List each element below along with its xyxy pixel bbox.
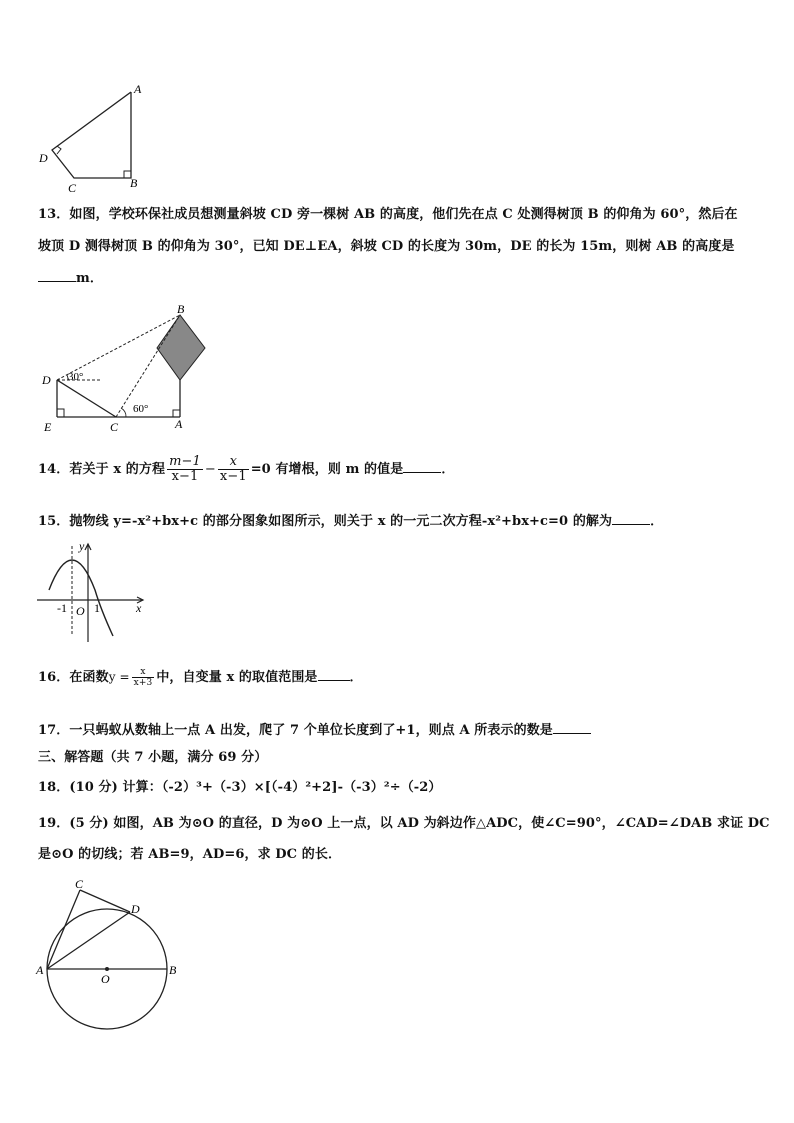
- q19-label-b: B: [169, 963, 177, 977]
- q13-line2: 坡顶 D 测得树顶 B 的仰角为 30°，已知 DE⊥EA，斜坡 CD 的长度为 30m，DE 的长为 15m，则树 AB 的高度是: [38, 239, 735, 254]
- q19-label-o: O: [101, 972, 110, 986]
- q12-quadrilateral-figure: [30, 80, 160, 200]
- q13-label-c: C: [110, 420, 119, 434]
- q17-text: 17．一只蚂蚁从数轴上一点 A 出发，爬了 7 个单位长度到了+1，则点 A 所表示的数是: [38, 723, 553, 738]
- q15-parabola-figure: [35, 538, 155, 648]
- q14-prefix: 14．若关于 x 的方程: [38, 462, 166, 477]
- q15-label-y: y: [79, 539, 85, 553]
- q14-answer-blank[interactable]: [403, 458, 441, 473]
- q13-label-e: E: [44, 420, 52, 434]
- q15-label-origin: O: [76, 604, 85, 618]
- q16-suffix: 中，自变量 x 的取值范围是: [156, 670, 318, 685]
- q16-line: [38, 662, 363, 693]
- q15-line: [38, 507, 663, 537]
- q12-label-c: C: [68, 181, 77, 195]
- q15-end: ．: [650, 514, 664, 529]
- q13-label-d: D: [42, 373, 51, 387]
- q13-angle-60: 60°: [133, 403, 149, 415]
- section3-title: 三、解答题（共 7 小题，满分 69 分）: [38, 750, 268, 765]
- q12-label-a: A: [134, 82, 142, 96]
- q19-line2: 是⊙O 的切线；若 AB=9，AD=6，求 DC 的长．: [38, 847, 342, 862]
- q13-line3: [38, 264, 103, 294]
- q19-line1: 19．(5 分) 如图，AB 为⊙O 的直径，D 为⊙O 上一点，以 AD 为斜边作△ADC，使∠C=90°，∠CAD=∠DAB 求证 DC: [38, 816, 770, 831]
- q14-minus: −: [204, 462, 216, 477]
- q17-answer-blank[interactable]: [553, 719, 591, 734]
- q13-slope-tree-figure: [30, 300, 220, 435]
- q14-frac1-numerator: m−1: [169, 454, 201, 469]
- q14-end: ．: [441, 462, 455, 477]
- q16-answer-blank[interactable]: [318, 666, 350, 681]
- q15-text: 15．抛物线 y=-x²+bx+c 的部分图象如图所示，则关于 x 的一元二次方程-x²+bx+c=0 的解为: [38, 514, 613, 529]
- q19-label-d: D: [131, 902, 140, 916]
- q16-func-y: y =: [108, 670, 130, 684]
- q16-frac-denominator: x+3: [133, 678, 153, 688]
- q19-circle-figure: [30, 872, 190, 1037]
- q15-answer-blank[interactable]: [612, 510, 650, 525]
- q14-fraction-2: [218, 455, 249, 484]
- q18-line: 18．(10 分) 计算：（-2）³+（-3）×[（-4）²+2]-（-3）²÷（-2）: [38, 780, 442, 795]
- q12-label-b: B: [130, 176, 138, 190]
- q17-line: [38, 716, 591, 746]
- q19-label-c: C: [75, 877, 84, 891]
- q15-label-1: 1: [94, 601, 100, 615]
- q14-suffix: =0 有增根，则 m 的值是: [250, 462, 404, 477]
- q16-fraction: [132, 667, 155, 688]
- q15-label-neg1: -1: [57, 601, 67, 615]
- q13-angle-30: 30°: [68, 371, 84, 383]
- q14-frac2-denominator: x−1: [219, 469, 247, 484]
- q14-frac2-numerator: x: [218, 455, 249, 470]
- q13-answer-blank[interactable]: [38, 267, 76, 282]
- q16-end: ．: [349, 670, 363, 685]
- q16-prefix: 16．在函数: [38, 670, 109, 685]
- q15-label-x: x: [136, 601, 142, 615]
- q12-label-d: D: [39, 151, 48, 165]
- q13-unit: m．: [76, 271, 103, 286]
- q13-line1: 13．如图，学校环保社成员想测量斜坡 CD 旁一棵树 AB 的高度，他们先在点 C 处测得树顶 B 的仰角为 60°，然后在: [38, 207, 738, 222]
- q14-line: [38, 452, 454, 488]
- q13-label-b: B: [177, 302, 185, 316]
- q19-label-a: A: [36, 963, 44, 977]
- q13-label-a: A: [175, 417, 183, 431]
- q14-frac1-denominator: x−1: [171, 469, 199, 484]
- q14-fraction-1: [167, 455, 203, 484]
- q16-frac-numerator: x: [132, 667, 155, 678]
